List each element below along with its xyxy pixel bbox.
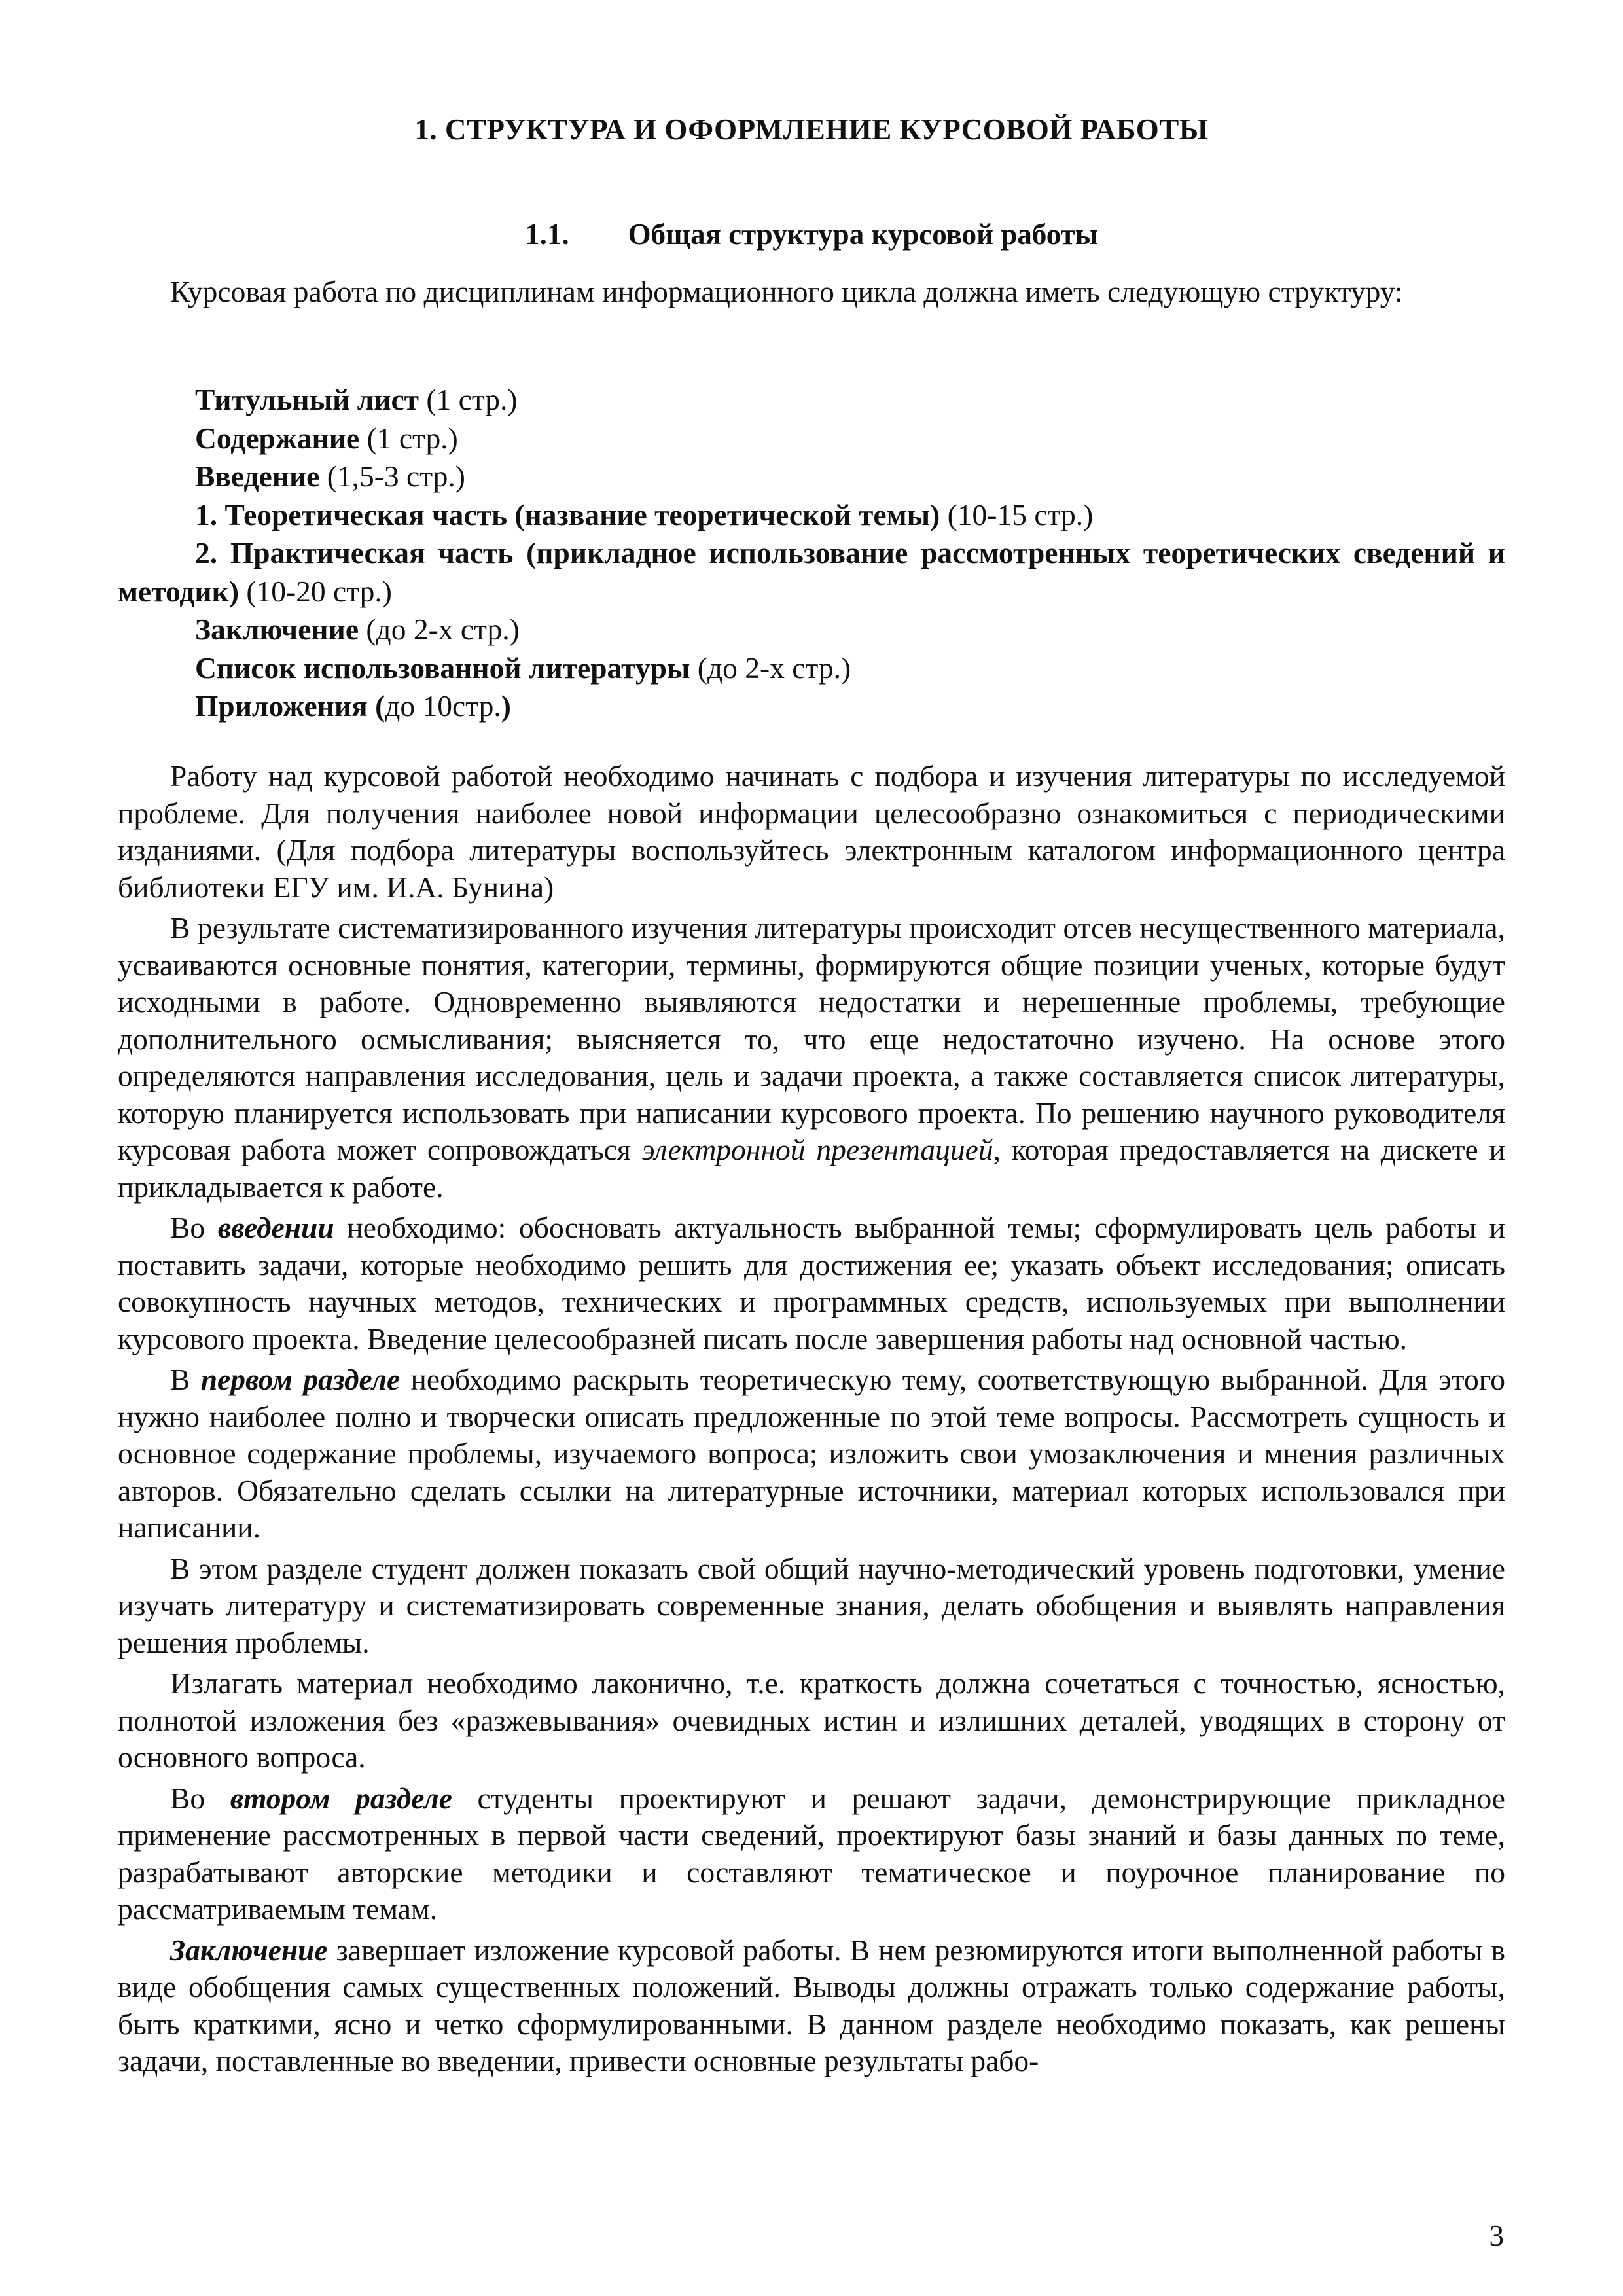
paragraph-literature: Работу над курсовой работой необходимо начинать с подбора и изучения литературы по исследуемой проблеме. Для получения наиболее новой информации целесообразно ознакомиться с периодическими изданиями. (Для подбора литературы воспользуйтесь электронным каталогом информационного центра библиотеки ЕГУ им. И.А. Бунина) — [118, 759, 1505, 904]
chapter-heading: 1. СТРУКТУРА И ОФОРМЛЕНИЕ КУРСОВОЙ РАБОТЫ — [414, 113, 1209, 146]
list-item: 1. Теоретическая часть (название теоретической темы) (10-15 стр.) — [195, 497, 1094, 531]
list-item: Содержание (1 стр.) — [195, 421, 458, 455]
paragraph-student-level: В этом разделе студент должен показать свой общий научно-методический уровень подготовки, умение изучать литературу и систематизировать современные знания, делать обобщения и выявлять направления решения проблемы. — [118, 1551, 1505, 1659]
paragraph-conclusion: Заключение завершает изложение курсовой работы. В нем резюмируются итоги выполненной работы в виде обобщения самых существенных положений. Выводы должны отражать только содержание работы, быть краткими, ясно и четко сформулированными. В данном разделе необходимо показать, как решены задачи, поставленные во введении, привести основные результаты рабо- — [118, 1933, 1505, 2077]
section-title: Общая структура курсовой работы — [628, 218, 1098, 251]
structure-list — [118, 381, 1505, 726]
section-number: 1.1. — [525, 218, 569, 251]
paragraph-systematic-study: В результате систематизированного изучения литературы происходит отсев несущественного материала, усваиваются основные понятия, категории, термины, формируются общие позиции ученых, которые будут исходными в работе. Одновременно выявляются недостатки и нерешенные проблемы, требующие дополнительного осмысливания; выясняется то, что еще недостаточно изучено. На основе этого определяются направления исследования, цель и задачи проекта, а также составляется список литературы, которую планируется использовать при написании курсового проекта. По решению научного руководителя курсовая работа может сопровождаться электронной презентацией, которая предоставляется на дискете и прикладывается к работе. — [118, 911, 1505, 1204]
intro-paragraph: Курсовая работа по дисциплинам информационного цикла должна иметь следующую структуру: — [170, 275, 1403, 308]
main-text — [118, 758, 1505, 2080]
list-item: Заключение (до 2-х стр.) — [195, 613, 520, 646]
paragraph-second-section: Во втором разделе студенты проектируют и решают задачи, демонстрирующие прикладное применение рассмотренных в первой части сведений, проектируют базы знаний и базы данных по теме, разрабатывают авторские методики и составляют тематическое и поурочное планирование по рассматриваемым темам. — [118, 1781, 1505, 1926]
paragraph-conciseness: Излагать материал необходимо лаконично, т.е. краткость должна сочетаться с точностью, ясностью, полнотой изложения без «разжевывания» очевидных истин и излишних деталей, уводящих в сторону от основного вопроса. — [118, 1666, 1505, 1774]
list-item: Список использованной литературы (до 2-х стр.) — [195, 651, 851, 685]
paragraph-first-section: В первом разделе необходимо раскрыть теоретическую тему, соответствующую выбранной. Для этого нужно наиболее полно и творчески описать предложенные по этой теме вопросы. Рассмотреть сущность и основное содержание проблемы, изучаемого вопроса; изложить свои умозаключения и мнения различных авторов. Обязательно сделать ссылки на литературные источники, материал которых использовался при написании. — [118, 1363, 1505, 1544]
intro-paragraph-block — [118, 274, 1505, 311]
list-item: Введение (1,5-3 стр.) — [195, 459, 465, 493]
list-item: Титульный лист (1 стр.) — [195, 383, 518, 416]
page-number: 3 — [1489, 2219, 1504, 2252]
section-heading — [0, 217, 1623, 251]
paragraph-introduction: Во введении необходимо: обосновать актуальность выбранной темы; сформулировать цель работы и поставить задачи, которые необходимо решить для достижения ее; указать объект исследования; описать совокупность научных методов, технических и программных средств, используемых при выполнении курсового проекта. Введение целесообразней писать после завершения работы над основной частью. — [118, 1211, 1505, 1355]
list-item: Приложения (до 10стр.) — [195, 689, 511, 723]
list-item: 2. Практическая часть (прикладное использование рассмотренных теоретических сведений и методик) (10-20 стр.) — [118, 536, 1505, 608]
